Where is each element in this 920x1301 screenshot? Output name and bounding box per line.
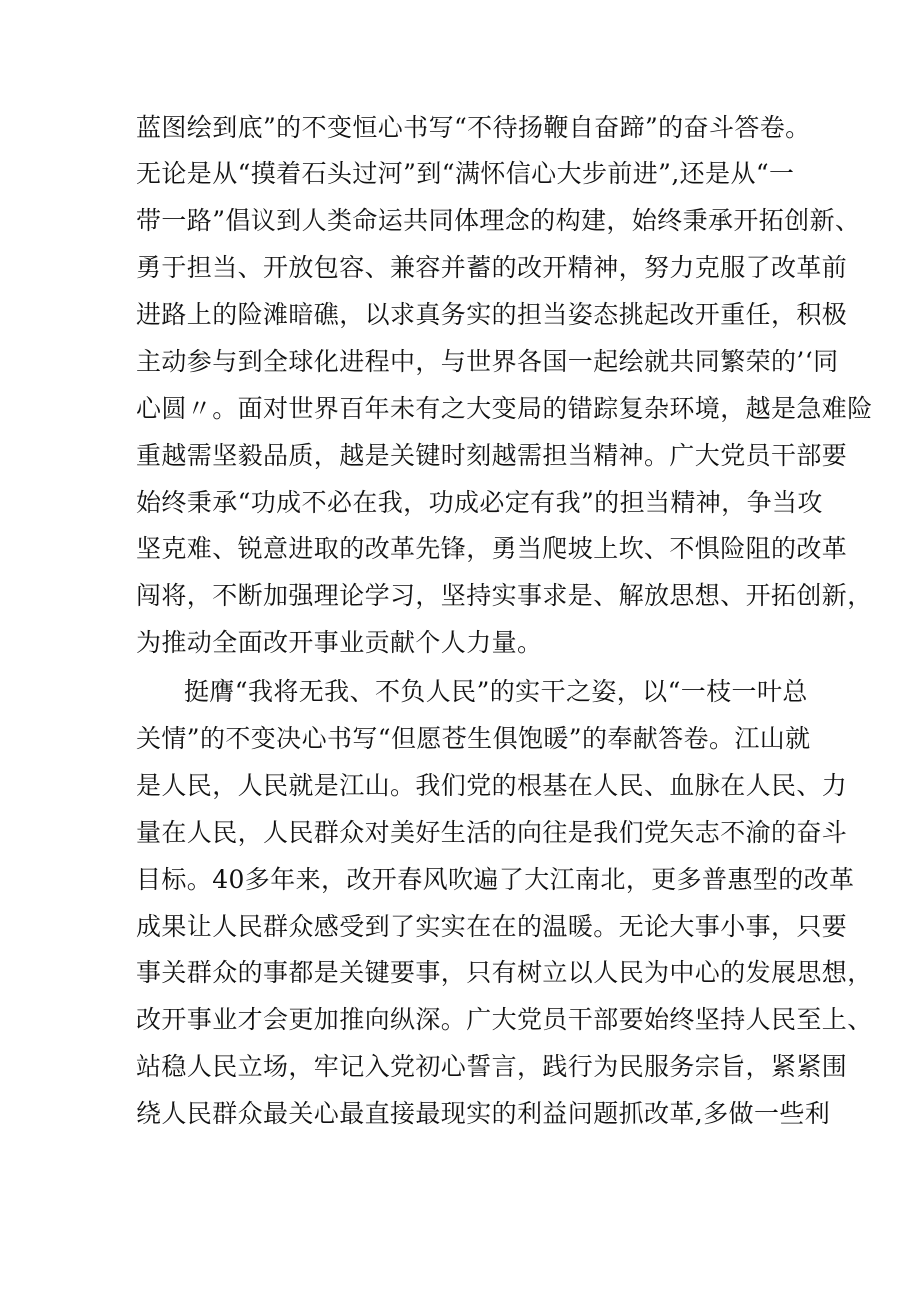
- text-line: 量在人民，人民群众对美好生活的向往是我们党矢志不渝的奋斗: [136, 818, 848, 847]
- text-line: 重越需坚毅品质，越是关键时刻越需担当精神。广大党员干部要: [136, 441, 848, 470]
- text-line: 进路上的险滩暗礁，以求真务实的担当姿态挑起改开重任，积极: [136, 300, 848, 329]
- text-line: 目标。40多年来，改开春风吹遍了大江南北，更多普惠型的改革: [136, 865, 855, 894]
- paragraph-first-line: 挺膺“我将无我、不负人民”的实干之姿，以“一枝一叶总: [184, 677, 808, 706]
- text-line: 主动参与到全球化进程中，与世界各国一起绘就共同繁荣的’‘同: [136, 347, 839, 376]
- text-line: 改开事业才会更加推向纵深。广大党员干部要始终坚持人民至上、: [136, 1005, 873, 1034]
- text-line: 坚克难、锐意进取的改革先锋，勇当爬坡上坎、不惧险阻的改革: [136, 534, 848, 563]
- text-line: 始终秉承“功成不必在我，功成必定有我”的担当精神，争当攻: [136, 488, 823, 517]
- text-line: 蓝图绘到底”的不变恒心书写“不待扬鞭自奋蹄”的奋斗答卷。: [136, 113, 811, 142]
- text-line: 带一路”倡议到人类命运共同体理念的构建，始终秉承开拓创新、: [136, 206, 861, 235]
- text-line: 绕人民群众最关心最直接最现实的利益问题抓改革,多做一些利: [136, 1099, 831, 1128]
- text-line: 无论是从“摸着石头过河”到“满怀信心大步前进”,还是从“一: [136, 159, 795, 188]
- text-line: 为推动全面改开事业贡献个人力量。: [136, 628, 543, 657]
- text-line: 心圆〃。面对世界百年未有之大变局的错踪复杂环境，越是急难险: [136, 394, 873, 423]
- text-line: 关情”的不变决心书写“但愿苍生俱饱暖”的奉献答卷。江山就: [136, 724, 811, 753]
- text-line: 勇于担当、开放包容、兼容并蓄的改开精神，努力克服了改革前: [136, 253, 848, 282]
- text-line: 站稳人民立场，牢记入党初心誓言，践行为民服务宗旨，紧紧围: [136, 1052, 848, 1081]
- text-line: 是人民，人民就是江山。我们党的根基在人民、血脉在人民、力: [136, 771, 848, 800]
- text-line: 成果让人民群众感受到了实实在在的温暖。无论大事小事，只要: [136, 912, 848, 941]
- text-line: 事关群众的事都是关键要事，只有树立以人民为中心的发展思想，: [136, 958, 873, 987]
- text-line: 闯将，不断加强理论学习，坚持实事求是、解放思想、开拓创新，: [136, 581, 873, 610]
